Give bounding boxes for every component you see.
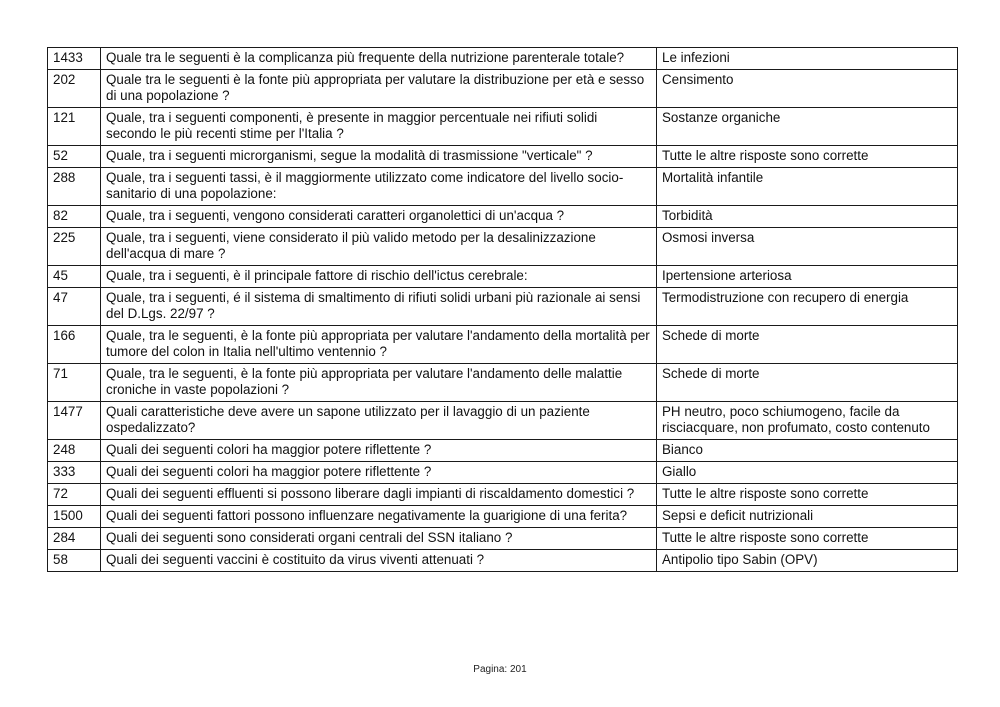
answer-text-cell: Tutte le altre risposte sono corrette bbox=[657, 528, 958, 550]
question-id-cell: 202 bbox=[48, 70, 101, 108]
table-row bbox=[48, 108, 958, 146]
table-row bbox=[48, 70, 958, 108]
answer-text-cell: Ipertensione arteriosa bbox=[657, 266, 958, 288]
table-row bbox=[48, 506, 958, 528]
question-table bbox=[47, 47, 958, 572]
table-row bbox=[48, 288, 958, 326]
question-text-cell: Quale, tra i seguenti tassi, è il maggiormente utilizzato come indicatore del livello socio-sanitario di una popolazione: bbox=[101, 168, 657, 206]
question-id-cell: 45 bbox=[48, 266, 101, 288]
question-id-cell: 71 bbox=[48, 364, 101, 402]
table-row bbox=[48, 326, 958, 364]
question-id-cell: 47 bbox=[48, 288, 101, 326]
question-text-cell: Quale, tra i seguenti, vengono considerati caratteri organolettici di un'acqua ? bbox=[101, 206, 657, 228]
question-id-cell: 1433 bbox=[48, 48, 101, 70]
question-id-cell: 52 bbox=[48, 146, 101, 168]
question-text-cell: Quale tra le seguenti è la fonte più appropriata per valutare la distribuzione per età e sesso di una popolazione ? bbox=[101, 70, 657, 108]
question-text-cell: Quale, tra i seguenti, é il sistema di smaltimento di rifiuti solidi urbani più razionale ai sensi del D.Lgs. 22/97 ? bbox=[101, 288, 657, 326]
answer-text-cell: Giallo bbox=[657, 462, 958, 484]
question-text-cell: Quali dei seguenti colori ha maggior potere riflettente ? bbox=[101, 440, 657, 462]
question-text-cell: Quale, tra i seguenti componenti, è presente in maggior percentuale nei rifiuti solidi secondo le più recenti stime per l'Italia ? bbox=[101, 108, 657, 146]
question-text-cell: Quale, tra le seguenti, è la fonte più appropriata per valutare l'andamento delle malattie croniche in vaste popolazioni ? bbox=[101, 364, 657, 402]
answer-text-cell: Tutte le altre risposte sono corrette bbox=[657, 146, 958, 168]
answer-text-cell: Le infezioni bbox=[657, 48, 958, 70]
table-row bbox=[48, 462, 958, 484]
table-row bbox=[48, 168, 958, 206]
table-row bbox=[48, 402, 958, 440]
question-id-cell: 72 bbox=[48, 484, 101, 506]
answer-text-cell: Schede di morte bbox=[657, 326, 958, 364]
question-text-cell: Quali caratteristiche deve avere un sapone utilizzato per il lavaggio di un paziente ospedalizzato? bbox=[101, 402, 657, 440]
table-row bbox=[48, 266, 958, 288]
question-text-cell: Quali dei seguenti vaccini è costituito da virus viventi attenuati ? bbox=[101, 550, 657, 572]
answer-text-cell: Bianco bbox=[657, 440, 958, 462]
table-row bbox=[48, 206, 958, 228]
answer-text-cell: Antipolio tipo Sabin (OPV) bbox=[657, 550, 958, 572]
question-id-cell: 166 bbox=[48, 326, 101, 364]
answer-text-cell: Mortalità infantile bbox=[657, 168, 958, 206]
question-id-cell: 288 bbox=[48, 168, 101, 206]
question-text-cell: Quale, tra i seguenti microrganismi, segue la modalità di trasmissione "verticale" ? bbox=[101, 146, 657, 168]
page-number: Pagina: 201 bbox=[473, 664, 527, 675]
answer-text-cell: Sostanze organiche bbox=[657, 108, 958, 146]
table-row bbox=[48, 440, 958, 462]
answer-text-cell: Tutte le altre risposte sono corrette bbox=[657, 484, 958, 506]
answer-text-cell: Schede di morte bbox=[657, 364, 958, 402]
answer-text-cell: PH neutro, poco schiumogeno, facile da risciacquare, non profumato, costo contenuto bbox=[657, 402, 958, 440]
question-id-cell: 248 bbox=[48, 440, 101, 462]
question-id-cell: 225 bbox=[48, 228, 101, 266]
question-id-cell: 58 bbox=[48, 550, 101, 572]
question-text-cell: Quale, tra i seguenti, viene considerato il più valido metodo per la desalinizzazione dell'acqua di mare ? bbox=[101, 228, 657, 266]
question-text-cell: Quali dei seguenti fattori possono influenzare negativamente la guarigione di una ferita? bbox=[101, 506, 657, 528]
question-text-cell: Quali dei seguenti colori ha maggior potere riflettente ? bbox=[101, 462, 657, 484]
question-text-cell: Quali dei seguenti sono considerati organi centrali del SSN italiano ? bbox=[101, 528, 657, 550]
question-id-cell: 1500 bbox=[48, 506, 101, 528]
table-row bbox=[48, 228, 958, 266]
answer-text-cell: Censimento bbox=[657, 70, 958, 108]
question-text-cell: Quali dei seguenti effluenti si possono liberare dagli impianti di riscaldamento domestici ? bbox=[101, 484, 657, 506]
question-text-cell: Quale tra le seguenti è la complicanza più frequente della nutrizione parenterale totale? bbox=[101, 48, 657, 70]
question-id-cell: 284 bbox=[48, 528, 101, 550]
question-table-body bbox=[48, 48, 958, 572]
answer-text-cell: Sepsi e deficit nutrizionali bbox=[657, 506, 958, 528]
table-row bbox=[48, 364, 958, 402]
answer-text-cell: Termodistruzione con recupero di energia bbox=[657, 288, 958, 326]
table-row bbox=[48, 484, 958, 506]
table-row bbox=[48, 550, 958, 572]
question-text-cell: Quale, tra le seguenti, è la fonte più appropriata per valutare l'andamento della mortalità per tumore del colon in Italia nell'ultimo ventennio ? bbox=[101, 326, 657, 364]
question-id-cell: 1477 bbox=[48, 402, 101, 440]
question-text-cell: Quale, tra i seguenti, è il principale fattore di rischio dell'ictus cerebrale: bbox=[101, 266, 657, 288]
answer-text-cell: Torbidità bbox=[657, 206, 958, 228]
question-id-cell: 82 bbox=[48, 206, 101, 228]
table-row bbox=[48, 528, 958, 550]
table-row bbox=[48, 48, 958, 70]
table-row bbox=[48, 146, 958, 168]
question-id-cell: 121 bbox=[48, 108, 101, 146]
question-id-cell: 333 bbox=[48, 462, 101, 484]
answer-text-cell: Osmosi inversa bbox=[657, 228, 958, 266]
